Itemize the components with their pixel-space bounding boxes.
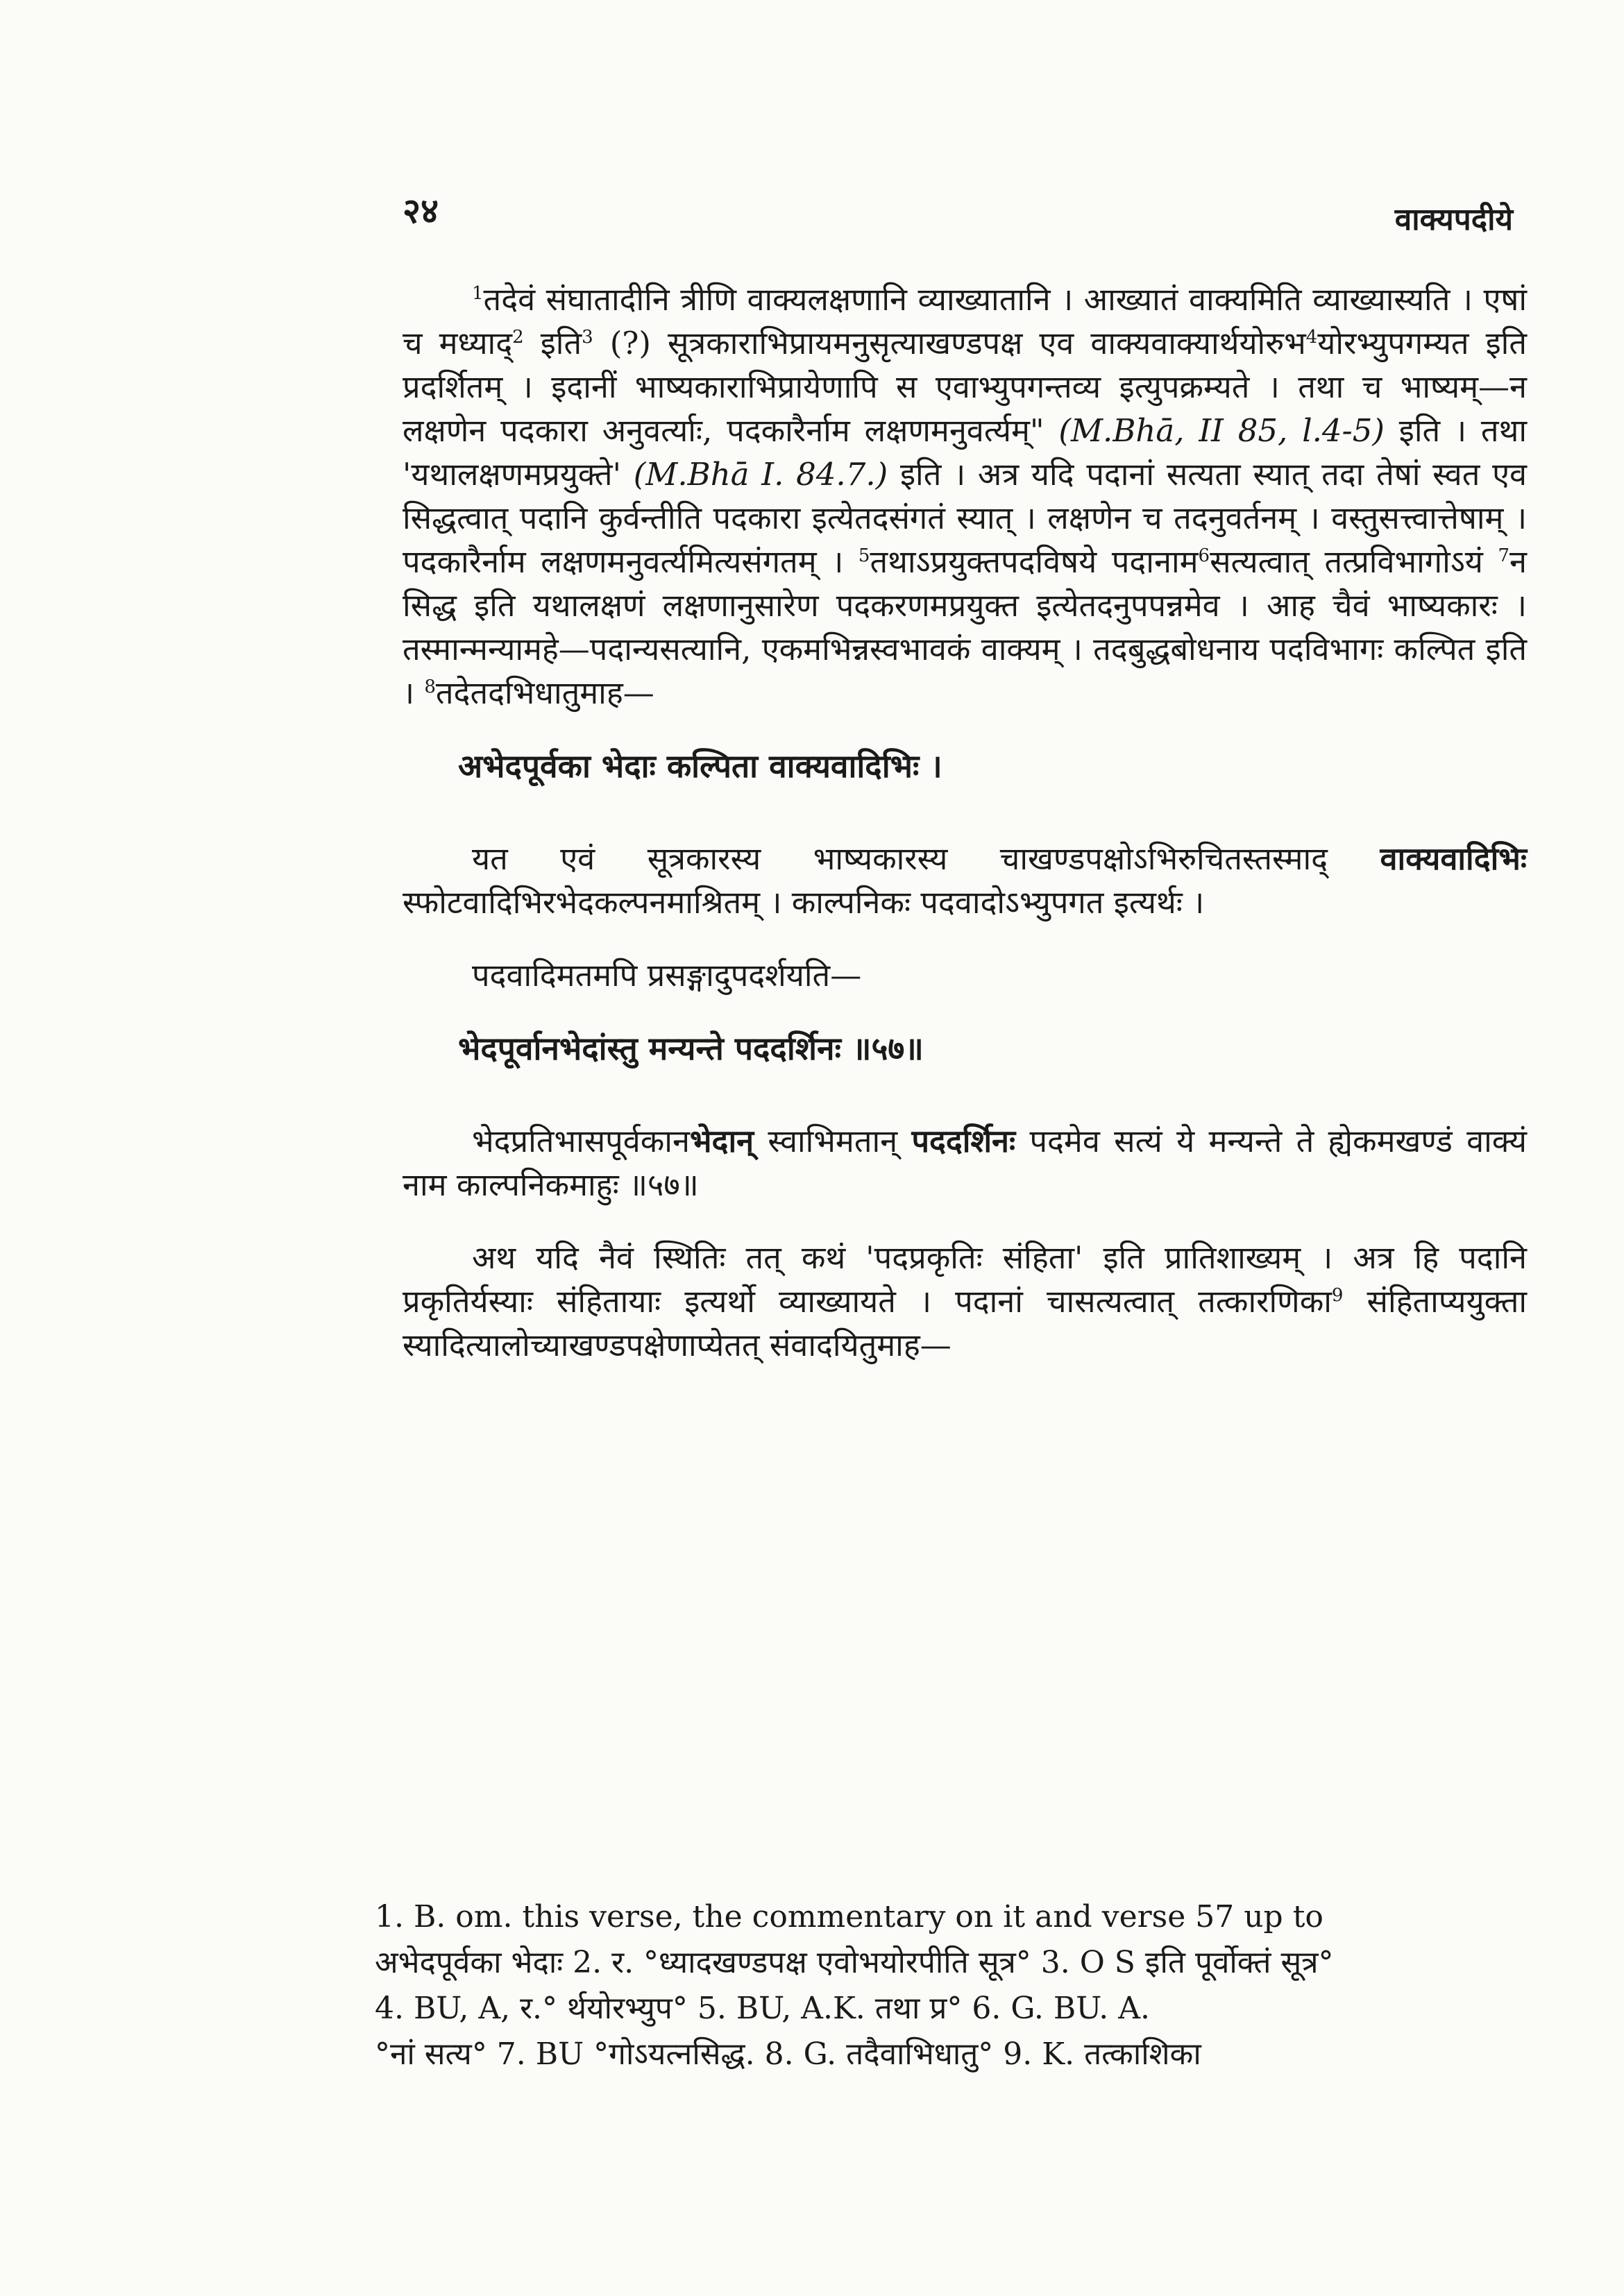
text-run: इति [523,325,582,362]
footnote-line: 4. BU, A, र.° र्थयोरभ्युप° 5. BU, A.K. तथा प्र° 6. G. BU. A. [375,1991,1151,2026]
text-run: इति । अत्र यदि पदानां सत्यता स्यात् तदा तेषां स्वत एव सिद्धत्वात् पदानि कुर्वन्तीति पदकारा इत्येतदसंगतं स्यात् । लक्षणेन च तदनुवर्तनम् । वस्तुसत्त्वात्तेषाम् । पदकारैर्नाम लक्षणमनुवर्त्यमित्यसंगतम् । [403,456,1528,580]
verse-line-1: अभेदपूर्वका भेदाः कल्पिता वाक्यवादिभिः । [458,747,942,785]
footnote-line: °नां सत्य° 7. BU °गोऽयत्नसिद्ध. 8. G. तदैवाभिधातु° 9. K. तत्काशिका [375,2036,1201,2072]
text-run: (?) सूत्रकाराभिप्रायमनुसृत्याखण्डपक्ष एव वाक्यवाक्यार्थयोरुभ [593,325,1306,362]
text-run: न सिद्ध इति यथालक्षणं लक्षणानुसारेण पदकरणमप्रयुक्त इत्येतदनुपपन्नमेव । आह चैवं भाष्यकारः । तस्मान्मन्यामहे—पदान्यसत्यानि, एकमभिन्नस्वभावकं वाक्यम् । तदबुद्धबोधनाय पदविभागः कल्पित इति । [403,543,1528,711]
footnotes [375,1894,1541,2077]
text-run: अथ यदि नैवं स्थितिः तत् कथं 'पदप्रकृतिः संहिता' इति प्रातिशाख्यम् । अत्र हि पदानि प्रकृतिर्यस्याः संहितायाः इत्यर्थो व्याख्यायते । पदानां चासत्यत्वात् तत्कारणिका [403,1239,1527,1320]
text-run: योरभ्युपगम्यत इति प्रदर्शितम् । इदानीं भाष्यकाराभिप्रायेणापि स एवाभ्युपगन्तव्य इत्युपक्रम्यते । तथा च भाष्यम्—न लक्षणेन पदकारा अनुवर्त्याः, पदकारैर्नाम लक्षणमनुवर्त्यम्" [403,325,1527,449]
paragraph-2 [403,837,1527,924]
footnote-ref: 4 [1305,327,1318,348]
footnote-ref: 6 [1198,545,1210,566]
footnote-ref: 7 [1498,545,1510,566]
bold-term: भेदान् [689,1123,754,1159]
text-run: इति । तथा 'यथालक्षणमप्रयुक्ते' [403,412,1527,493]
verse-line-2: भेदपूर्वानभेदांस्तु मन्यन्ते पददर्शिनः ॥५७॥ [458,1030,924,1067]
page-header [403,186,1513,241]
running-title: वाक्यपदीये [1394,202,1513,237]
footnote-ref: 1 [472,283,484,304]
footnote-line: 1. B. om. this verse, the commentary on it and verse 57 up to [375,1899,1323,1934]
paragraph-4 [403,1119,1527,1207]
footnote-ref: 2 [512,327,524,348]
paragraph-1 [403,278,1527,715]
paragraph-5 [403,1236,1527,1367]
text-run: तदेवं संघातादीनि त्रीणि वाक्यलक्षणानि व्याख्यातानि । आख्यातं वाक्यमिति व्याख्यास्यति । एषां च मध्याद् [403,281,1527,362]
bold-term: वाक्यवादिभिः [1380,840,1527,877]
text-run: पदमेव सत्यं ये मन्यन्ते ते ह्येकमखण्डं वाक्यं नाम काल्पनिकमाहुः ॥५७॥ [403,1123,1527,1203]
main-text [403,278,1527,1396]
text-run: यत एवं सूत्रकारस्य भाष्यकारस्य चाखण्डपक्षोऽभिरुचितस्तस्माद् [472,840,1380,877]
paragraph-3: पदवादिमतमपि प्रसङ्गादुपदर्शयति— [472,957,862,994]
footnote-ref: 9 [1331,1285,1344,1306]
citation: (M.Bhā, II 85, l.4-5) [1058,412,1385,449]
footnote-ref: 3 [582,327,593,348]
footnote-ref: 8 [424,677,436,697]
text-run: स्वाभिमतान् [754,1123,912,1159]
page-number: २४ [403,190,439,231]
text-run: तदेतदभिधातुमाह— [435,674,654,711]
footnote-ref: 5 [858,545,870,566]
text-run: स्फोटवादिभिरभेदकल्पनमाश्रितम् । काल्पनिकः पदवादोऽभ्युपगत इत्यर्थः । [403,884,1205,921]
bold-term: पददर्शिनः [911,1123,1016,1159]
footnote-line: अभेदपूर्वका भेदाः 2. र. °ध्यादखण्डपक्ष एवोभयोरपीति सूत्र° 3. O S इति पूर्वोक्तं सूत्र° [375,1945,1334,1980]
text-run: सत्यत्वात् तत्प्रविभागोऽयं [1210,543,1498,580]
text-run: भेदप्रतिभासपूर्वकान [472,1123,690,1159]
text-run: संहिताप्ययुक्ता स्यादित्यालोच्याखण्डपक्षेणाप्येतत् संवादयितुमाह— [403,1283,1527,1363]
text-run: तथाऽप्रयुक्तपदविषये पदानाम [870,543,1199,580]
citation: (M.Bhā I. 84.7.) [633,456,888,493]
